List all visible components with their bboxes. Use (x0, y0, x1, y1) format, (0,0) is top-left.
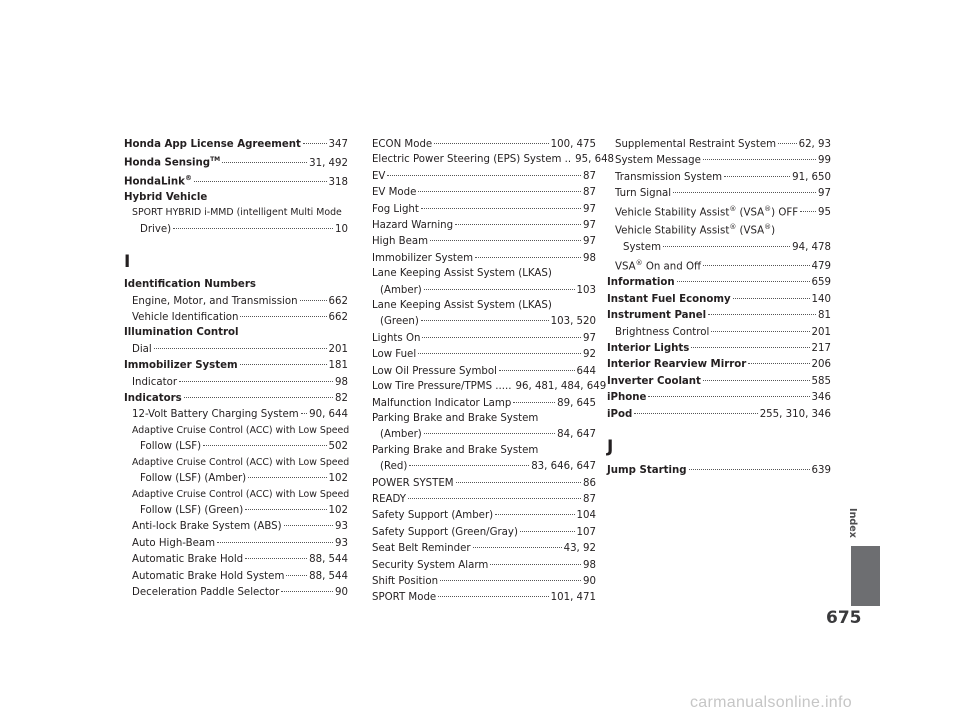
index-entry-term (372, 202, 419, 217)
term-text: Inverter Coolant (607, 375, 701, 387)
dot-leader (303, 133, 327, 144)
index-entry-pages: 88, 544 (309, 570, 348, 582)
index-entry-pages: 94, 478 (792, 242, 831, 254)
dot-leader (240, 354, 327, 365)
index-entry-pages: 585 (811, 375, 831, 387)
term-text: Jump Starting (607, 465, 687, 477)
dot-leader (475, 247, 581, 258)
index-entry-term (124, 137, 301, 152)
index-entry-pages: 639 (811, 465, 831, 477)
index-entry-pages: 101, 471 (550, 592, 596, 604)
index-entry-pages: 97 (583, 236, 596, 248)
term-text: Transmission System (615, 171, 723, 183)
index-entry-pages: 97 (583, 203, 596, 215)
dot-leader (490, 554, 581, 565)
dot-leader (703, 370, 810, 381)
index-entry-term (607, 275, 675, 290)
index-entry-pages: 96, 481, 484, 649 (515, 381, 607, 393)
index-entry (124, 171, 348, 190)
index-entry (372, 136, 596, 152)
term-text: (Red) (380, 461, 408, 473)
term-text: (Amber) (380, 429, 422, 441)
term-text: iPhone (607, 392, 647, 404)
index-entry-term (132, 342, 152, 357)
dot-leader (456, 472, 581, 483)
dot-leader (513, 392, 555, 403)
index-entry-pages: 98 (583, 559, 596, 571)
dot-leader (691, 337, 809, 348)
term-text: System (623, 242, 661, 254)
term-text: (VSA (736, 207, 765, 219)
dot-leader (408, 488, 581, 499)
index-entry (607, 185, 831, 201)
term-text: Low Oil Pressure Symbol (372, 365, 497, 377)
term-text: Identification Numbers (124, 279, 256, 291)
dot-leader (387, 165, 581, 176)
index-side-tab (851, 546, 880, 606)
index-entry-term (132, 552, 243, 567)
index-entry (372, 426, 596, 442)
term-text: Indicator (132, 376, 178, 388)
index-entry-pages: 502 (328, 441, 348, 453)
index-entry-pages: 31, 492 (309, 157, 348, 169)
dot-leader (711, 321, 809, 332)
term-text: Adaptive Cruise Control (ACC) with Low Speed (132, 488, 350, 500)
dot-leader (301, 403, 307, 414)
term-text: Follow (LSF) (Green) (140, 504, 244, 516)
index-entry-pages: 93 (335, 537, 348, 549)
term-text: (VSA (736, 225, 765, 237)
term-text: Instrument Panel (607, 310, 707, 322)
dot-leader (194, 171, 327, 182)
index-entry-term (372, 137, 432, 152)
dot-leader (173, 218, 333, 229)
dot-leader (184, 387, 333, 398)
index-entry (372, 282, 596, 298)
index-entry-pages: 82 (335, 393, 348, 405)
index-entry (372, 589, 596, 605)
dot-leader (748, 353, 809, 364)
term-text: Hybrid Vehicle (124, 192, 208, 203)
dot-leader (440, 570, 581, 581)
index-entry-pages: 662 (328, 312, 348, 324)
term-text: Lane Keeping Assist System (LKAS) (372, 300, 552, 312)
term-text: POWER SYSTEM (372, 477, 454, 489)
trademark-mark: TM (210, 156, 221, 164)
term-text: Low Fuel (372, 349, 417, 361)
index-entry-pages: 97 (583, 220, 596, 232)
index-entry-term (372, 590, 436, 605)
index-entry-pages: 181 (328, 360, 348, 372)
dot-leader (520, 521, 575, 532)
dot-leader (778, 133, 797, 144)
index-entry-pages: 43, 92 (563, 543, 596, 555)
term-text: On and Off (642, 261, 702, 273)
dot-leader (430, 230, 581, 241)
term-text: Malfunction Indicator Lamp (372, 397, 512, 409)
term-text: EV (372, 170, 386, 182)
registered-mark: ® (635, 258, 643, 267)
index-column-2 (372, 136, 615, 606)
index-entry-pages: 201 (328, 343, 348, 355)
term-text: Supplemental Restraint System (615, 139, 777, 150)
index-entry-term (607, 308, 706, 323)
term-text: System Message (615, 155, 701, 167)
index-entry (124, 390, 348, 406)
index-entry-pages: 103 (576, 284, 596, 296)
index-entry (607, 202, 831, 221)
dot-leader (634, 403, 757, 414)
dot-leader (733, 288, 810, 299)
index-entry (124, 221, 348, 237)
index-entry-term (623, 240, 661, 255)
term-text: Lane Keeping Assist System (LKAS) (372, 268, 552, 280)
index-entry-term (372, 169, 385, 184)
registered-mark: ® (764, 204, 772, 213)
dot-leader (248, 467, 326, 478)
index-entry-pages: 95 (818, 207, 831, 219)
dot-leader (663, 236, 790, 247)
dot-leader (284, 515, 333, 526)
index-entry-pages: 659 (811, 277, 831, 289)
term-text: Follow (LSF) (140, 441, 202, 453)
index-entry-term (132, 536, 215, 551)
index-entry-term (372, 185, 416, 200)
index-entry (607, 239, 831, 255)
index-entry-pages: 662 (328, 295, 348, 307)
index-entry-pages: 10 (335, 223, 348, 235)
watermark: carmanualsonline.info (690, 694, 852, 711)
dot-leader (724, 166, 790, 177)
dot-leader (703, 149, 816, 160)
index-entry-term (372, 234, 428, 249)
index-entry-pages: 95, 648 (575, 154, 615, 166)
term-text: Adaptive Cruise Control (ACC) with Low Speed (132, 424, 350, 436)
index-entry (124, 535, 348, 551)
index-entry-term (380, 459, 407, 474)
dot-leader (648, 386, 809, 397)
term-text: SPORT HYBRID i-MMD (intelligent Multi Mode (132, 207, 342, 219)
term-text: Honda Sensing (124, 157, 211, 169)
term-text: Lights On (372, 332, 421, 344)
index-entry (372, 363, 596, 379)
index-entry-term (615, 153, 701, 168)
term-text: Anti-lock Brake System (ABS) (132, 521, 282, 533)
term-text: EV Mode (372, 187, 417, 199)
index-letter-heading: J (607, 437, 614, 458)
index-entry-pages: 347 (328, 139, 348, 150)
index-entry (124, 136, 348, 152)
dot-leader (300, 290, 327, 301)
dot-leader (800, 201, 816, 212)
index-entry-pages: 255, 310, 346 (759, 408, 831, 420)
dot-leader (708, 304, 816, 315)
index-entry-term (124, 190, 207, 205)
registered-mark: ® (184, 174, 192, 183)
dot-leader (499, 360, 575, 371)
dot-leader (677, 271, 810, 282)
index-entry-term (132, 585, 279, 600)
index-entry-pages: 206 (811, 359, 831, 371)
index-entry-term (372, 251, 473, 266)
term-text: ) (771, 225, 776, 237)
term-text: Parking Brake and Brake System (372, 412, 539, 424)
term-text: Follow (LSF) (Amber) (140, 473, 247, 485)
index-entry-pages: 87 (583, 170, 596, 182)
dot-leader (455, 214, 581, 225)
index-entry-term (372, 379, 512, 394)
index-entry-pages: 87 (583, 187, 596, 199)
term-text: Illumination Control (124, 327, 239, 339)
index-entry (124, 190, 348, 205)
index-entry-pages: 93 (335, 521, 348, 533)
term-text: Brightness Control (615, 326, 710, 338)
term-text: Automatic Brake Hold (132, 554, 244, 566)
dot-leader (245, 548, 307, 559)
index-entry-pages: 90, 644 (309, 409, 348, 421)
dot-leader (473, 537, 562, 548)
page-number: 675 (826, 608, 862, 628)
index-entry-term (140, 471, 246, 486)
term-text: Low Tire Pressure/TPMS ..... (372, 381, 512, 393)
index-entry-pages: 97 (818, 188, 831, 200)
term-text: High Beam (372, 236, 429, 248)
term-text: Vehicle Stability Assist (615, 207, 730, 219)
dot-leader (409, 455, 529, 466)
index-entry-term (132, 375, 177, 390)
index-entry-term (607, 407, 632, 422)
index-entry (372, 395, 596, 411)
index-entry-term (140, 503, 243, 518)
term-text: Parking Brake and Brake System (372, 444, 539, 456)
index-entry-term (132, 310, 238, 325)
index-entry-pages: 62, 93 (798, 139, 831, 150)
registered-mark: ® (729, 223, 737, 232)
dot-leader (154, 338, 327, 349)
index-entry-term (124, 277, 256, 292)
index-entry (607, 152, 831, 168)
dot-leader (179, 371, 333, 382)
index-entry-term (615, 186, 671, 201)
term-text: Automatic Brake Hold System (132, 570, 285, 582)
index-entry-term (132, 407, 299, 422)
term-text: Electric Power Steering (EPS) System .. (372, 154, 572, 166)
term-text: Seat Belt Reminder (372, 543, 471, 555)
dot-leader (217, 532, 333, 543)
term-text: Deceleration Paddle Selector (132, 586, 280, 598)
index-entry-pages: 90 (583, 575, 596, 587)
term-text: Shift Position (372, 575, 439, 587)
index-entry-pages: 81 (818, 310, 831, 322)
index-entry-pages: 90 (335, 586, 348, 598)
dot-leader (418, 181, 581, 192)
index-entry-term (380, 427, 422, 442)
registered-mark: ® (764, 223, 772, 232)
index-entry (124, 470, 348, 486)
index-entry-pages: 83, 646, 647 (531, 461, 596, 473)
index-entry-term (380, 283, 422, 298)
index-entry-term (140, 222, 171, 237)
index-column-1 (124, 136, 348, 600)
index-entry-pages: 89, 645 (557, 397, 596, 409)
index-entry-pages: 84, 647 (557, 429, 596, 441)
index-entry-term (372, 347, 416, 362)
dot-leader (245, 499, 326, 510)
index-entry-pages: 644 (576, 365, 596, 377)
index-entry-term (615, 202, 798, 221)
term-text: Security System Alarm (372, 559, 489, 571)
index-entry-pages: 88, 544 (309, 554, 348, 566)
index-entry (607, 406, 831, 422)
index-entry-pages: 102 (328, 504, 348, 516)
term-text: Dial (132, 343, 152, 355)
index-entry-term (372, 331, 420, 346)
index-entry-pages: 91, 650 (792, 171, 831, 183)
term-text: Auto High-Beam (132, 537, 216, 549)
term-text: Indicators (124, 393, 182, 405)
index-entry-term (607, 463, 687, 478)
index-entry-term (372, 364, 497, 379)
index-entry-term (372, 508, 493, 523)
index-entry-pages: 102 (328, 473, 348, 485)
index-entry-term (124, 152, 220, 171)
term-text: (Green) (380, 316, 419, 328)
term-text: Interior Lights (607, 343, 690, 355)
index-entry (607, 462, 831, 478)
index-entry (124, 309, 348, 325)
index-entry-pages: 103, 520 (550, 316, 596, 328)
term-text: Instant Fuel Economy (607, 293, 731, 305)
term-text: Drive) (140, 223, 172, 235)
index-entry-term (124, 391, 182, 406)
index-entry-pages: 100, 475 (550, 139, 596, 150)
dot-leader (203, 435, 326, 446)
term-text: Hazard Warning (372, 220, 454, 232)
index-entry-pages: 98 (583, 252, 596, 264)
term-text: READY (372, 493, 406, 505)
index-entry-term (372, 574, 438, 589)
index-entry-term (372, 396, 511, 411)
dot-leader (689, 459, 810, 470)
term-text: iPod (607, 408, 633, 420)
index-entry-term (380, 314, 419, 329)
index-entry-pages: 140 (811, 293, 831, 305)
index-entry-pages: 107 (576, 526, 596, 538)
index-column-3 (607, 136, 831, 478)
dot-leader (240, 306, 326, 317)
index-entry-pages: 98 (335, 376, 348, 388)
term-text: ECON Mode (372, 139, 433, 150)
index-entry-pages: 87 (583, 493, 596, 505)
index-entry (124, 551, 348, 567)
term-text: (Amber) (380, 284, 422, 296)
index-entry (124, 152, 348, 171)
index-entry-pages: 346 (811, 392, 831, 404)
index-entry (124, 584, 348, 600)
dot-leader (421, 310, 549, 321)
index-entry (124, 406, 348, 422)
term-text: Honda App License Agreement (124, 139, 301, 150)
index-entry-pages: 86 (583, 477, 596, 489)
dot-leader (418, 343, 581, 354)
term-text: Vehicle Identification (132, 312, 239, 324)
term-text: 12-Volt Battery Charging System (132, 409, 299, 421)
term-text: Safety Support (Green/Gray) (372, 526, 518, 538)
index-entry-term (124, 171, 192, 190)
term-text: Immobilizer System (372, 252, 474, 264)
index-entry-pages: 318 (328, 176, 348, 188)
index-entry-term (372, 541, 471, 556)
term-text: ) OFF (771, 207, 799, 219)
index-entry-pages: 201 (811, 326, 831, 338)
dot-leader (421, 198, 581, 209)
term-text: HondaLink (124, 176, 185, 188)
term-text: Safety Support (Amber) (372, 510, 494, 522)
term-text: Engine, Motor, and Transmission (132, 295, 298, 307)
term-text: Fog Light (372, 203, 419, 215)
index-letter-heading: I (124, 252, 131, 273)
index-entry-term (140, 439, 201, 454)
term-text: Interior Rearview Mirror (607, 359, 747, 371)
dot-leader (424, 423, 555, 434)
index-entry (124, 438, 348, 454)
index-entry (372, 250, 596, 266)
index-entry-term (132, 569, 284, 584)
dot-leader (286, 565, 307, 576)
dot-leader (424, 279, 575, 290)
index-entry-pages: 217 (811, 343, 831, 355)
term-text: SPORT Mode (372, 592, 437, 604)
index-entry-pages: 479 (811, 261, 831, 273)
index-entry-term (607, 341, 689, 356)
dot-leader (438, 586, 548, 597)
term-text: VSA (615, 261, 636, 273)
term-text: Immobilizer System (124, 360, 238, 372)
registered-mark: ® (729, 204, 737, 213)
dot-leader (673, 182, 816, 193)
index-entry-pages: 99 (818, 155, 831, 167)
index-entry-pages: 92 (583, 349, 596, 361)
dot-leader (434, 133, 548, 144)
term-text: Information (607, 277, 675, 289)
index-entry-pages: 104 (576, 510, 596, 522)
term-text: Vehicle Stability Assist (615, 225, 730, 237)
dot-leader (422, 327, 581, 338)
index-entry-pages: 97 (583, 332, 596, 344)
index-entry (372, 379, 607, 394)
index-entry-term (372, 492, 406, 507)
dot-leader (703, 255, 810, 266)
term-text: Adaptive Cruise Control (ACC) with Low Speed (132, 456, 350, 468)
term-text: Turn Signal (615, 188, 672, 200)
dot-leader (281, 581, 333, 592)
dot-leader (495, 504, 574, 515)
dot-leader (222, 152, 307, 163)
side-tab-label: Index (847, 508, 858, 538)
